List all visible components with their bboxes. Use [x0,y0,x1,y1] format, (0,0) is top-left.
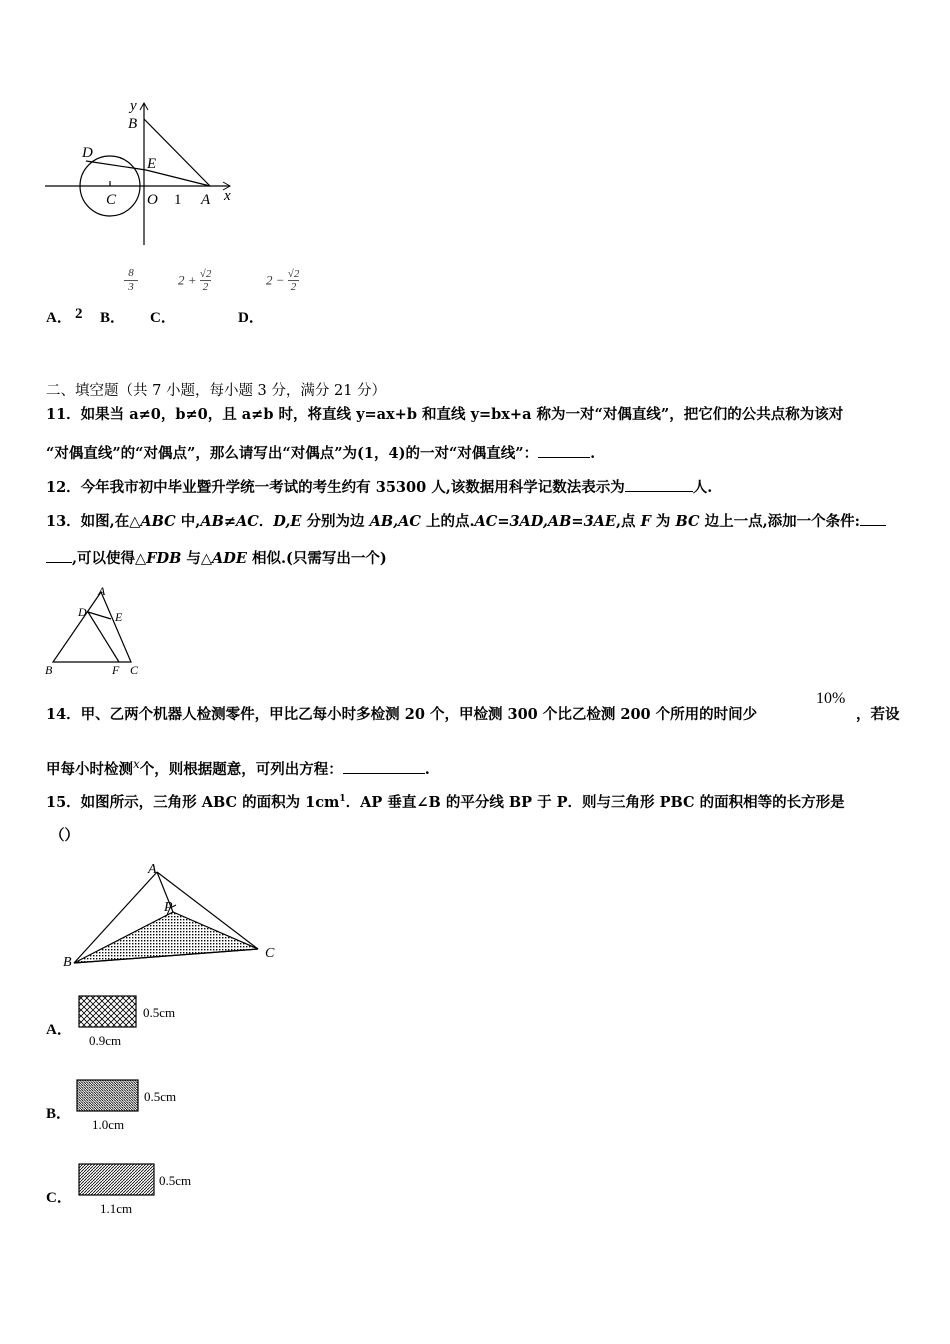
q13-t2: ABC [140,513,176,530]
q15-label-c: C [265,946,275,961]
q13-u3: 与△ [181,550,213,567]
q13-t11: ,点 [615,513,641,530]
q12-answer-blank[interactable] [625,477,693,492]
q13-label-a: A [98,584,106,598]
q13-t12: F [640,513,651,530]
option-d-num: √2 [287,268,300,280]
q13-u1: ,可以使得△ [72,550,147,567]
q12-text: 12．今年我市初中毕业暨升学统一考试的考生约有 35300 人,该数据用科学记数法表示为 [46,479,625,496]
option-b-den: 3 [124,280,138,294]
q15-option-a-height: 0.5cm [143,1005,176,1020]
q12-line [46,477,712,498]
option-d-den: 2 [288,280,300,293]
section-heading: 二、填空题（共 7 小题，每小题 3 分，满分 21 分） [46,383,387,399]
q15-option-b-label: B． [46,1106,72,1122]
q15-option-b-height: 0.5cm [144,1089,177,1104]
q11-line2 [46,443,595,464]
q14-l2-mid: 个，则根据题意，可列出方程： [139,760,343,778]
q13-t7: 分别为边 [301,513,370,530]
q13-label-c: C [130,663,139,677]
triangle-abc [53,592,131,662]
q10-option-b-label: B． [100,310,126,326]
q13-t3: 中, [175,513,201,530]
q14-answer-blank[interactable] [343,759,425,774]
q12-end: 人. [692,479,713,496]
q13-t6: D,E [273,513,302,530]
option-d-prefix: 2 − [266,272,285,288]
q15-option-b-rect[interactable] [76,1079,140,1113]
q10-option-a-label: A． [46,310,72,326]
q11-line1: 11．如果当 a≠0，b≠0，且 a≠b 时，将直线 y=ax+b 和直线 y=bx+a 称为一对“对偶直线”，把它们的公共点称为该对 [46,406,844,423]
q13-label-e: E [115,610,123,624]
q15-option-a-rect[interactable] [78,995,138,1029]
label-a: A [201,192,211,208]
q13-t15: 边上一点,添加一个条件: [699,513,861,530]
q15-option-c-height: 0.5cm [159,1173,192,1188]
q11-line2-end: . [590,445,596,462]
label-d: D [82,145,93,161]
q15-option-c-width: 1.1cm [100,1201,133,1216]
option-d-value [266,268,299,293]
label-b: B [128,116,138,132]
q13-line2 [46,548,387,569]
option-c-den: 2 [200,280,212,293]
q15-option-a-label: A． [46,1022,72,1038]
label-one: 1 [174,192,182,208]
q15-label-b: B [63,955,72,970]
q13-answer-blank-b[interactable] [46,548,72,563]
q13-label-f: F [112,663,120,677]
q15-l1b: ．AP 垂直∠B 的平分线 BP 于 P．则与三角形 PBC 的面积相等的长方形是 [345,793,845,811]
q13-t8: AB,AC [369,513,421,530]
q13-t10: AC=3AD,AB=3AE [474,513,616,530]
q15-option-c-label: C． [46,1190,72,1206]
shaded-pbc [74,912,258,963]
segment-ea [146,170,210,186]
q15-label-p: P [164,900,173,915]
q13-t4: AB≠AC [200,513,259,530]
q10-option-c-label: C． [150,310,176,326]
q14-var-x: x [133,757,140,771]
option-c-value [178,268,211,293]
option-b-num: 8 [128,267,134,279]
q10-option-d-label: D． [238,310,264,326]
q14-line1: 14．甲、乙两个机器人检测零件，甲比乙每小时多检测 20 个，甲检测 300 个比乙检测 200 个所用的时间少 [46,706,758,723]
q14-line2 [46,754,430,780]
q13-label-d: D [78,605,87,619]
q13-u4: ADE [212,550,247,567]
q14-line1-end: ，若设 [856,706,900,723]
q13-triangle-figure [45,588,145,668]
option-b-fraction [124,267,138,294]
segment-de [86,161,146,170]
q13-line1 [46,511,886,532]
q14-percent: 10% [816,690,846,707]
q15-label-a: A [148,862,157,877]
label-x: x [224,188,231,204]
option-c-prefix: 2 + [178,272,197,288]
q15-l1: 15．如图所示，三角形 ABC 的面积为 1cm [46,793,340,811]
q13-u5: 相似.(只需写出一个) [246,550,387,567]
q15-option-b-width: 1.0cm [92,1117,125,1132]
q10-option-a-value: 2 [75,306,83,322]
q11-answer-blank[interactable] [538,443,590,458]
q13-t5: ． [258,513,274,530]
segment-ba [144,119,210,186]
q15-line2: （） [50,827,79,844]
label-c: C [106,192,117,208]
q13-t14: BC [675,513,700,530]
option-c-num: √2 [199,268,212,280]
q15-triangle-figure [60,862,270,970]
q13-answer-blank-a[interactable] [860,511,886,526]
q15-line1 [46,789,845,813]
q14-l2-pre: 甲每小时检测 [46,760,133,778]
label-y: y [130,98,137,114]
label-o: O [147,192,158,208]
q11-line2-text: “对偶直线”的“对偶点”，那么请写出“对偶点”为(1，4)的一对“对偶直线”： [46,445,539,462]
q13-t1: 13．如图,在△ [46,513,141,530]
q13-t9: 上的点. [420,513,475,530]
q14-l2-end: . [424,760,430,778]
q13-t13: 为 [650,513,676,530]
q15-option-c-rect[interactable] [78,1163,156,1197]
q15-sup: 1 [339,794,346,804]
coordinate-figure [40,95,240,255]
label-e: E [147,156,157,172]
q15-option-a-width: 0.9cm [89,1033,122,1048]
q13-label-b: B [45,663,53,677]
q13-u2: FDB [146,550,182,567]
